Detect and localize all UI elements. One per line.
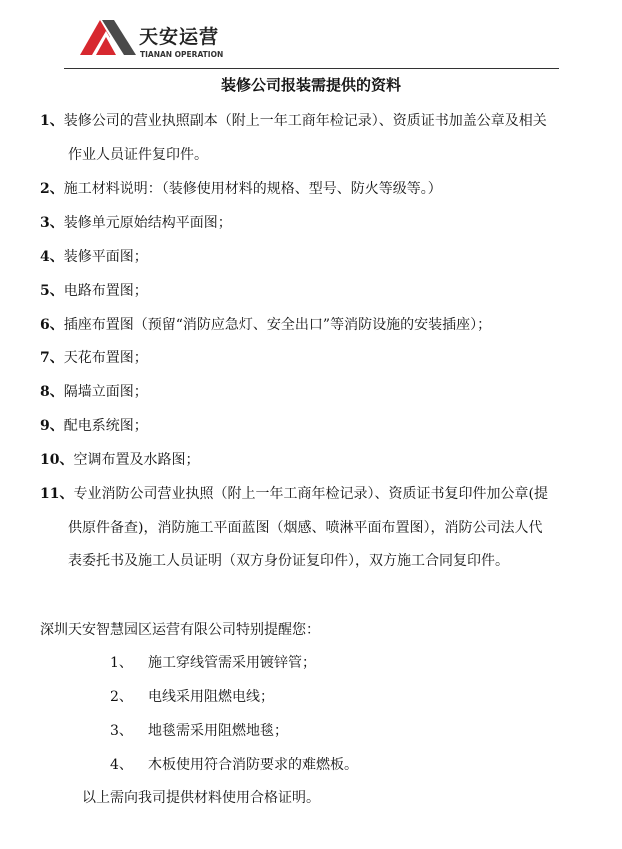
item-number: 10、 bbox=[40, 452, 74, 468]
item-number: 5、 bbox=[40, 283, 64, 299]
item-text: 装修平面图； bbox=[63, 249, 148, 265]
item-text: 天花布置图； bbox=[63, 350, 148, 366]
list-item bbox=[40, 315, 595, 335]
reminder-text: 施工穿线管需采用镀锌管； bbox=[148, 655, 316, 671]
list-item bbox=[40, 450, 595, 470]
header-divider bbox=[64, 68, 559, 69]
reminder-number: 2、 bbox=[110, 689, 133, 705]
reminder-number: 3、 bbox=[110, 723, 133, 739]
item-text: 电路布置图； bbox=[63, 283, 148, 299]
item-number: 3、 bbox=[40, 215, 64, 231]
list-item bbox=[40, 416, 595, 436]
reminder-text: 木板使用符合消防要求的难燃板。 bbox=[148, 757, 358, 773]
item-text: 专业消防公司营业执照（附上一年工商年检记录）、资质证书复印件加公章(提 bbox=[73, 486, 548, 502]
item-number: 6、 bbox=[40, 317, 64, 333]
item-number: 2、 bbox=[40, 181, 64, 197]
company-logo bbox=[80, 17, 260, 61]
item-number: 8、 bbox=[40, 384, 64, 400]
list-item bbox=[40, 348, 595, 368]
item-text: 插座布置图（预留“消防应急灯、安全出口”等消防设施的安装插座）； bbox=[63, 317, 492, 333]
brand-name-en: TIANAN OPERATION bbox=[140, 50, 224, 59]
brand-name-cn: 天安运营 bbox=[139, 26, 220, 48]
reminder-item bbox=[110, 721, 288, 741]
reminder-item bbox=[110, 687, 274, 707]
list-item bbox=[40, 247, 595, 267]
document-title: 装修公司报装需提供的资料 bbox=[220, 76, 401, 94]
reminder-item bbox=[110, 755, 358, 775]
reminder-number: 4、 bbox=[110, 757, 133, 773]
item-number: 4、 bbox=[40, 249, 64, 265]
reminder-intro: 深圳天安智慧园区运营有限公司特别提醒您： bbox=[40, 622, 320, 638]
item-text-continued: 供原件备查)，消防施工平面蓝图（烟感、喷淋平面布置图），消防公司法人代 bbox=[68, 520, 543, 536]
item-text: 施工材料说明：（装修使用材料的规格、型号、防火等级等。） bbox=[63, 181, 442, 197]
item-number: 1、 bbox=[40, 113, 64, 129]
item-text: 空调布置及水路图； bbox=[73, 452, 200, 468]
tianan-logo-icon bbox=[80, 17, 136, 57]
item-text: 隔墙立面图； bbox=[63, 384, 148, 400]
item-number: 11、 bbox=[40, 486, 74, 502]
list-item bbox=[40, 484, 595, 504]
reminder-item bbox=[110, 653, 316, 673]
list-item bbox=[40, 111, 595, 131]
reminder-text: 电线采用阻燃电线； bbox=[148, 689, 274, 705]
list-item bbox=[40, 179, 595, 199]
item-number: 9、 bbox=[40, 418, 64, 434]
list-item bbox=[40, 382, 595, 402]
reminder-number: 1、 bbox=[110, 655, 133, 671]
item-text-continued: 表委托书及施工人员证明（双方身份证复印件），双方施工合同复印件。 bbox=[68, 553, 509, 569]
item-text: 装修单元原始结构平面图； bbox=[63, 215, 232, 231]
item-text-continued: 作业人员证件复印件。 bbox=[68, 147, 208, 163]
item-text: 配电系统图； bbox=[63, 418, 148, 434]
reminder-text: 地毯需采用阻燃地毯； bbox=[148, 723, 288, 739]
closing-note: 以上需向我司提供材料使用合格证明。 bbox=[82, 790, 320, 806]
list-item bbox=[40, 281, 595, 301]
item-number: 7、 bbox=[40, 350, 64, 366]
list-item bbox=[40, 213, 595, 233]
item-text: 装修公司的营业执照副本（附上一年工商年检记录）、资质证书加盖公章及相关 bbox=[63, 113, 547, 129]
